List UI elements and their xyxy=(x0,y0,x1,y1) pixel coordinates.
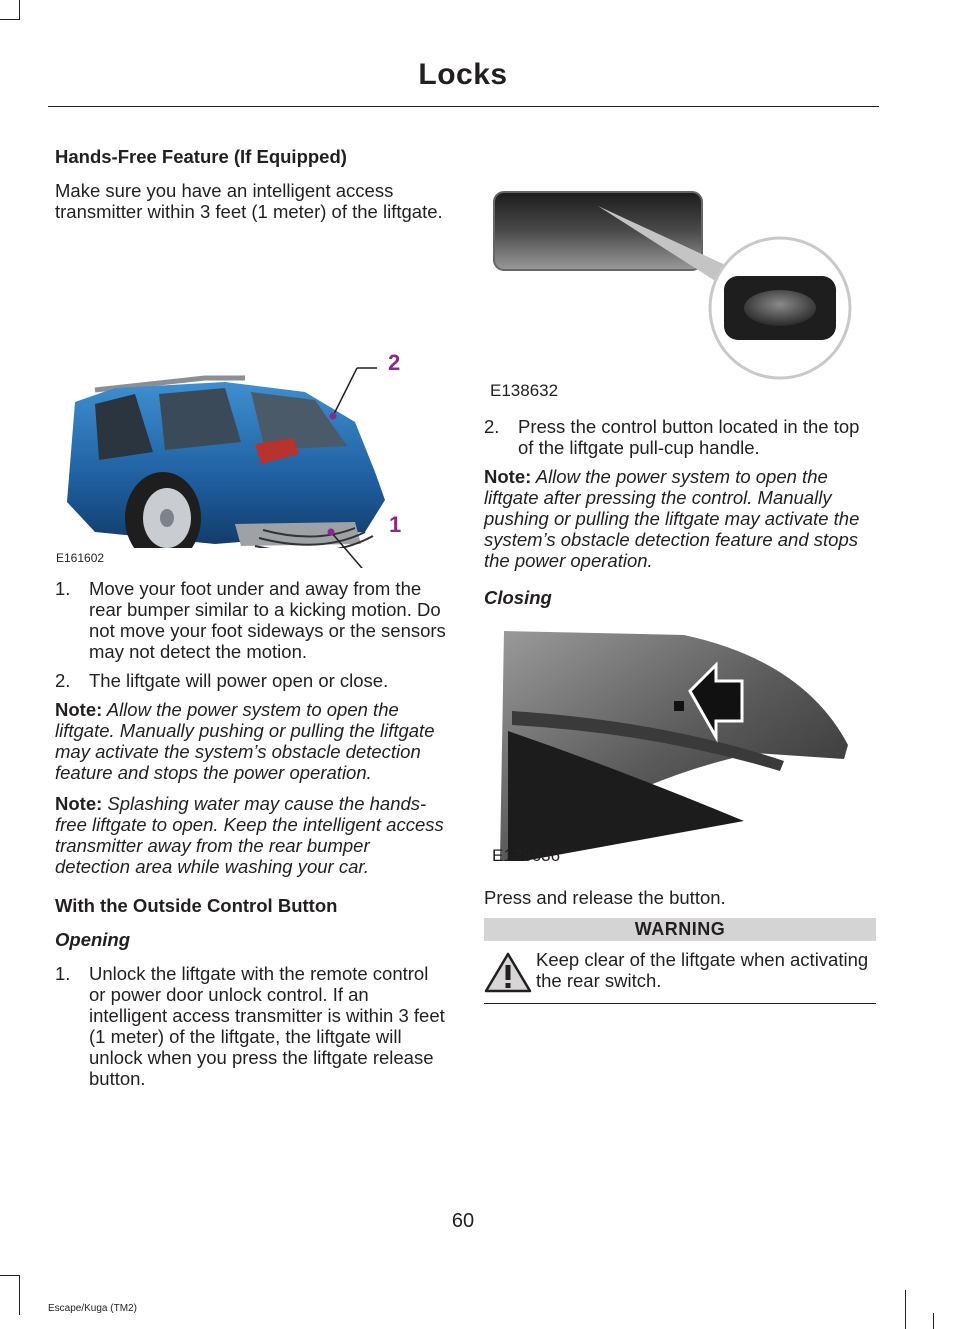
liftgate-interior-illustration xyxy=(484,621,876,867)
list-item: 1. Move your foot under and away from the rear bumper similar to a kicking motion. Do not move your foot sideways or the sensors may not detect the motion. xyxy=(55,578,446,662)
hands-free-steps xyxy=(55,578,447,691)
note-splashing-water: Note: Splashing water may cause the hands-free liftgate to open. Keep the intelligent access transmitter away from the rear bumper detection area while washing your car. xyxy=(55,793,444,877)
liftgate-button-figure xyxy=(484,621,876,867)
warning-text: Keep clear of the liftgate when activating the rear switch. xyxy=(536,949,869,991)
outside-control-title: With the Outside Control Button xyxy=(55,895,338,916)
header-rule xyxy=(48,106,879,107)
list-item: 2. The liftgate will power open or close. xyxy=(55,670,389,691)
closing-paragraph: Press and release the button. xyxy=(484,887,726,908)
callout-1-label: 1 xyxy=(389,512,402,537)
figure-code: E161602 xyxy=(56,551,105,565)
callout-2-label: 2 xyxy=(388,350,401,375)
crop-mark xyxy=(933,1313,934,1329)
page-number: 60 xyxy=(451,1210,475,1232)
section-title: Hands-Free Feature (If Equipped) xyxy=(55,146,347,167)
page-title: Locks xyxy=(418,58,508,91)
figure-code: E138636 xyxy=(492,846,561,865)
crop-mark xyxy=(19,0,20,20)
warning-triangle-icon xyxy=(484,951,532,993)
list-item: 1. Unlock the liftgate with the remote control or power door unlock control. If an intelligent access transmitter is within 3 feet (1 meter) of the liftgate, the liftgate will unlock when you press the liftgate release button. xyxy=(55,963,445,1089)
pull-cup-handle-illustration xyxy=(484,160,876,382)
left-column xyxy=(55,146,447,1097)
note-power-system-control: Note: Allow the power system to open the liftgate after pressing the control. Manually pushing or pulling the liftgate may activate the system’s obstacle detection feature and stops the power operation. xyxy=(484,466,860,571)
closing-title: Closing xyxy=(484,587,552,608)
right-column xyxy=(484,160,876,1004)
pull-cup-handle-figure xyxy=(484,160,876,406)
opening-steps xyxy=(55,963,447,1089)
warning-heading: WARNING xyxy=(484,918,876,941)
footer-model: Escape/Kuga (TM2) xyxy=(48,1303,137,1314)
intro-paragraph: Make sure you have an intelligent access transmitter within 3 feet (1 meter) of the liftgate. xyxy=(55,180,443,222)
list-item: 2. Press the control button located in the top of the liftgate pull-cup handle. xyxy=(484,416,860,458)
opening-steps-continued xyxy=(484,416,876,458)
opening-title: Opening xyxy=(55,929,131,950)
warning-box xyxy=(484,941,876,1004)
crop-mark xyxy=(0,1275,20,1276)
figure-code: E138632 xyxy=(490,381,559,400)
crop-mark xyxy=(19,1275,20,1315)
car-rear-figure xyxy=(55,232,447,568)
crop-mark xyxy=(905,1290,906,1329)
crop-mark xyxy=(0,19,20,20)
note-power-system: Note: Allow the power system to open the liftgate. Manually pushing or pulling the liftgate may activate the system’s obstacle detection feature and stops the power operation. xyxy=(55,699,435,783)
